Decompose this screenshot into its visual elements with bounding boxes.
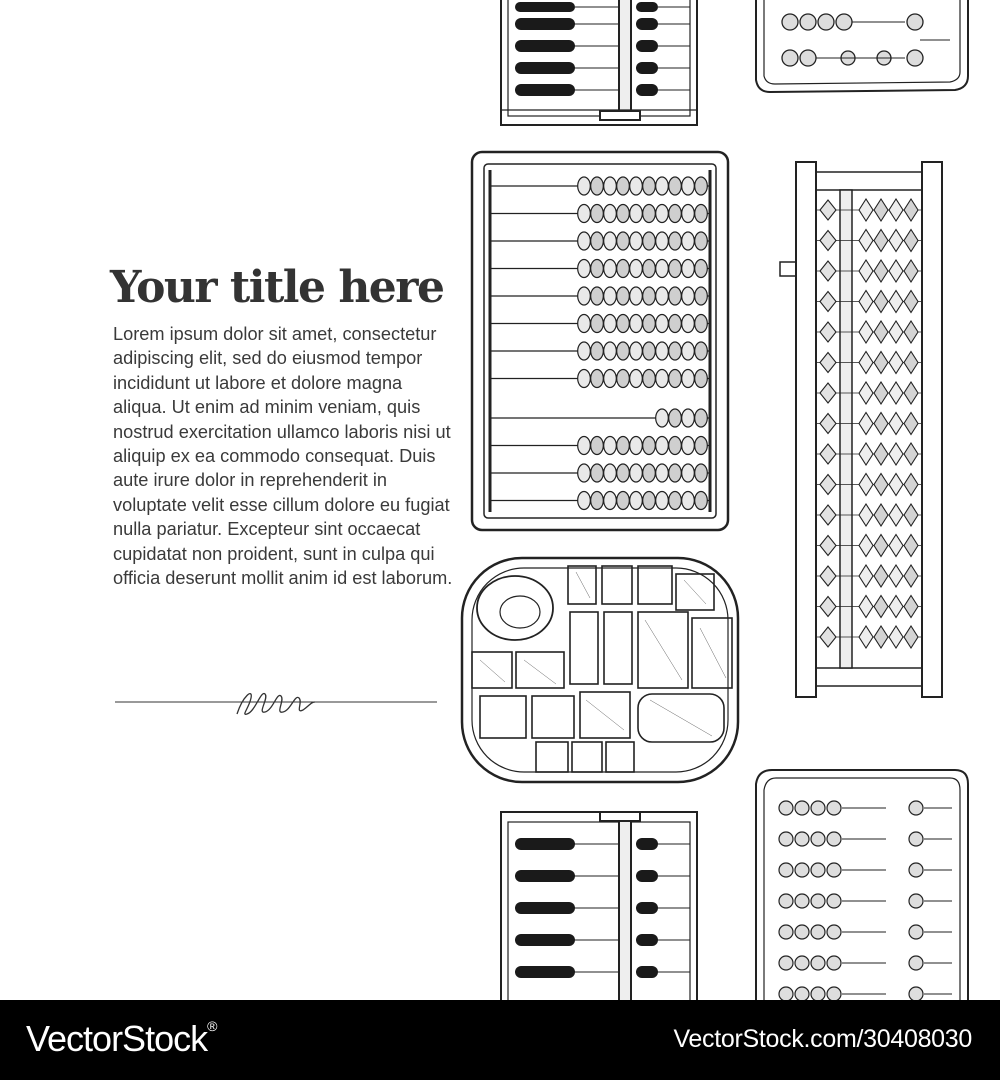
flourish-divider — [115, 684, 437, 724]
stock-image-id: VectorStock.com/30408030 — [673, 1025, 972, 1053]
brand-name: VectorStock — [26, 1018, 208, 1059]
roman-abacus-top-right — [756, 0, 968, 92]
vectorstock-logo — [26, 1018, 216, 1060]
vertical-soroban — [780, 162, 942, 697]
registered-mark: ® — [207, 1018, 217, 1034]
sand-counting-board — [462, 558, 738, 782]
poster-title: Your title here — [110, 262, 444, 313]
abacus-top-left — [501, 0, 697, 125]
roman-abacus-bottom-right — [756, 770, 968, 1000]
abacus-bottom-left — [501, 812, 697, 1000]
poster-body-text: Lorem ipsum dolor sit amet, consectetur adipiscing elit, sed do eiusmod tempor incididunt ut labore et dolore magna aliqua. Ut enim ad minim veniam, quis nostrud exercitation ullamco laboris nisi ut aliquip ex ea commodo consequat. Duis aute irure dolor in reprehenderit in voluptate velit esse cillum dolore eu fugiat nulla pariatur. Excepteur sint occaecat cupidatat non proident, sunt in culpa qui officia deserunt mollit anim id est laborum. — [113, 324, 453, 589]
watermark-footer — [0, 1000, 1000, 1080]
horizontal-abacus — [472, 152, 728, 530]
